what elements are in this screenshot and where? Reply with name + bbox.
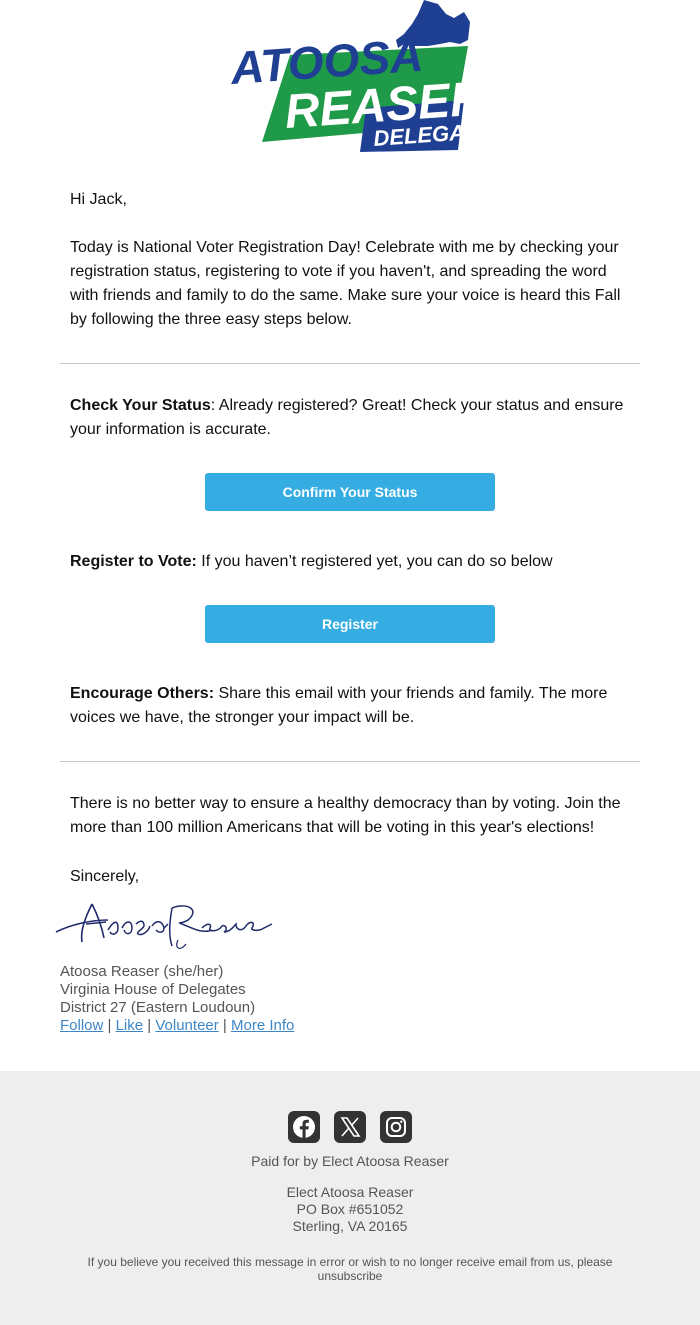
logo-line1: ATOOSA xyxy=(229,28,425,94)
link-separator: | xyxy=(103,1017,116,1034)
x-icon[interactable] xyxy=(334,1111,366,1143)
link-separator: | xyxy=(143,1017,156,1034)
logo-line3: DELEGATE xyxy=(372,117,472,151)
greeting: Hi Jack, xyxy=(70,191,127,208)
address-line: PO Box #651052 xyxy=(296,1201,404,1217)
like-link[interactable]: Like xyxy=(115,1017,144,1034)
closing-paragraph: There is no better way to ensure a healthy democracy than by voting. Join the more than 100 million Americans that will be voting in this year's elections! xyxy=(70,795,621,836)
facebook-icon[interactable] xyxy=(288,1111,320,1143)
social-icons xyxy=(0,1111,700,1143)
follow-link[interactable]: Follow xyxy=(60,1017,104,1034)
disclaimer-text: If you believe you received this message in error or wish to no longer receive email from us, please xyxy=(87,1255,613,1269)
mailing-address xyxy=(0,1184,700,1235)
step-title: Check Your Status xyxy=(70,397,211,414)
address-line: Sterling, VA 20165 xyxy=(292,1218,408,1234)
intro-paragraph: Today is National Voter Registration Day! Celebrate with me by checking your registration status, registering to vote if you haven't, and spreading the word with friends and family to do the same. Make sure your voice is heard this Fall by following the three easy steps below. xyxy=(70,239,621,328)
logo-line2: REASER xyxy=(283,72,472,139)
step-title: Register to Vote: xyxy=(70,553,197,570)
paid-for-notice: Paid for by Elect Atoosa Reaser xyxy=(251,1153,449,1169)
divider xyxy=(60,363,640,364)
step-body: : Already registered? Great! Check your status and ensure your information is accurate. xyxy=(70,397,624,438)
divider xyxy=(60,761,640,762)
step-encourage xyxy=(70,682,630,730)
signoff: Sincerely, xyxy=(70,868,140,885)
step-body: If you haven’t registered yet, you can do so below xyxy=(196,553,553,570)
unsubscribe-disclaimer xyxy=(80,1255,620,1283)
signature-links xyxy=(60,1017,294,1035)
signer-district: District 27 (Eastern Loudoun) xyxy=(60,999,256,1016)
handwritten-signature xyxy=(52,890,292,960)
more-info-link[interactable]: More Info xyxy=(230,1017,295,1034)
signature-block xyxy=(60,963,294,1035)
unsubscribe-link[interactable]: unsubscribe xyxy=(317,1269,383,1283)
step-title: Encourage Others: xyxy=(70,685,215,702)
link-separator: | xyxy=(218,1017,231,1034)
signer-office: Virginia House of Delegates xyxy=(60,981,246,998)
volunteer-link[interactable]: Volunteer xyxy=(155,1017,219,1034)
confirm-status-button[interactable]: Confirm Your Status xyxy=(205,473,495,511)
step-check-status xyxy=(70,394,630,442)
register-button[interactable]: Register xyxy=(205,605,495,643)
address-line: Elect Atoosa Reaser xyxy=(286,1184,414,1200)
signer-name: Atoosa Reaser (she/her) xyxy=(60,963,224,980)
instagram-icon[interactable] xyxy=(380,1111,412,1143)
campaign-logo xyxy=(228,0,472,152)
email-footer xyxy=(0,1071,700,1325)
step-register xyxy=(70,550,630,574)
step-body: Share this email with your friends and family. The more voices we have, the stronger your impact will be. xyxy=(70,685,608,726)
